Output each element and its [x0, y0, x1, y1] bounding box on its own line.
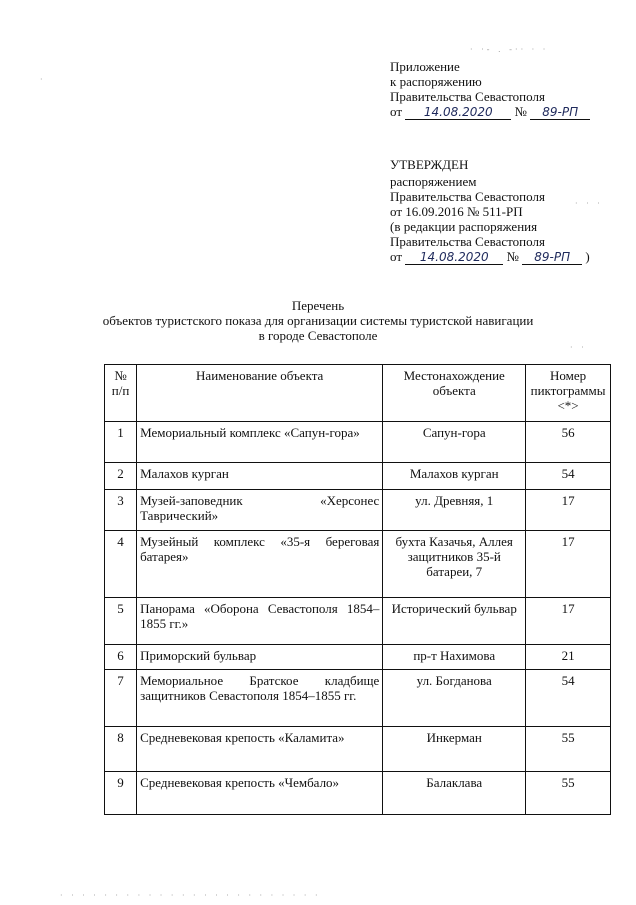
table-row: [105, 645, 611, 670]
appendix-date-prefix: от: [390, 104, 403, 119]
approved-date-prefix: от: [390, 249, 403, 264]
cell-no: 7: [105, 670, 137, 727]
approved-line-4: (в редакции распоряжения: [390, 219, 538, 234]
title-line-2: объектов туристского показа для организации системы туристской навигации: [102, 313, 534, 328]
header-pictogram: Номер пиктограммы <*>: [526, 365, 611, 422]
cell-pictogram: 17: [526, 598, 611, 645]
header-no: № п/п: [105, 365, 137, 422]
approved-heading: УТВЕРЖДЕН: [390, 157, 469, 172]
cell-pictogram: 17: [526, 490, 611, 531]
cell-location: Исторический бульвар: [383, 598, 526, 645]
appendix-block: [390, 59, 590, 120]
appendix-number-handwritten: 89-РП: [530, 106, 590, 120]
cell-location: Инкерман: [383, 727, 526, 772]
cell-no: 8: [105, 727, 137, 772]
cell-pictogram: 55: [526, 727, 611, 772]
header-location: Местонахождение объекта: [383, 365, 526, 422]
cell-pictogram: 54: [526, 463, 611, 490]
cell-location: Малахов курган: [383, 463, 526, 490]
appendix-line-1: Приложение: [390, 59, 460, 74]
cell-no: 2: [105, 463, 137, 490]
cell-name: Приморский бульвар: [137, 645, 383, 670]
cell-pictogram: 56: [526, 422, 611, 463]
table-row: [105, 727, 611, 772]
table-row: [105, 598, 611, 645]
approved-date-line: [390, 249, 590, 265]
approved-date-handwritten: 14.08.2020: [405, 251, 503, 265]
table-header-row: [105, 365, 611, 422]
scan-speckle: · ·: [570, 343, 587, 352]
cell-location: Балаклава: [383, 772, 526, 815]
table-row: [105, 670, 611, 727]
scan-speckle: · ·- . -·· · ·: [470, 45, 549, 54]
cell-pictogram: 54: [526, 670, 611, 727]
appendix-date-handwritten: 14.08.2020: [405, 106, 511, 120]
approved-number-handwritten: 89-РП: [522, 251, 582, 265]
appendix-date-line: [390, 104, 590, 120]
scan-speckle: · · · · · · · · · · · · · · · · · · · · · · · ·: [60, 891, 321, 900]
approved-line-3: от 16.09.2016 № 511-РП: [390, 204, 523, 219]
header-name: Наименование объекта: [137, 365, 383, 422]
cell-no: 5: [105, 598, 137, 645]
cell-name: Мемориальный комплекс «Сапун-гора»: [137, 422, 383, 463]
cell-location: пр-т Нахимова: [383, 645, 526, 670]
cell-name: Музейный комплекс «35-я береговая батарея»: [137, 531, 383, 598]
cell-name: Панорама «Оборона Севастополя 1854–1855 гг.»: [137, 598, 383, 645]
cell-name: Средневековая крепость «Чембало»: [137, 772, 383, 815]
scan-speckle: · · ·: [575, 199, 603, 208]
table-row: [105, 463, 611, 490]
cell-no: 6: [105, 645, 137, 670]
cell-name: Мемориальное Братское кладбище защитников Севастополя 1854–1855 гг.: [137, 670, 383, 727]
cell-pictogram: 21: [526, 645, 611, 670]
cell-no: 4: [105, 531, 137, 598]
cell-no: 1: [105, 422, 137, 463]
approved-closing-paren: ): [585, 249, 590, 264]
title-line-1: Перечень: [291, 298, 345, 313]
cell-pictogram: 17: [526, 531, 611, 598]
cell-pictogram: 55: [526, 772, 611, 815]
appendix-line-3: Правительства Севастополя: [390, 89, 545, 104]
title-line-3: в городе Севастополе: [258, 328, 378, 343]
approved-line-1: распоряжением: [390, 174, 477, 189]
cell-location: ул. Богданова: [383, 670, 526, 727]
appendix-number-prefix: №: [514, 104, 527, 119]
table-row: [105, 422, 611, 463]
cell-name: Малахов курган: [137, 463, 383, 490]
approved-line-5: Правительства Севастополя: [390, 234, 545, 249]
cell-name: Музей-заповедник «Херсонес Таврический»: [137, 490, 383, 531]
cell-name: Средневековая крепость «Каламита»: [137, 727, 383, 772]
document-title: [0, 298, 636, 343]
cell-no: 9: [105, 772, 137, 815]
table-row: [105, 490, 611, 531]
approved-line-2: Правительства Севастополя: [390, 189, 545, 204]
appendix-line-2: к распоряжению: [390, 74, 482, 89]
table-row: [105, 772, 611, 815]
cell-location: бухта Казачья, Аллея защитников 35-й батареи, 7: [383, 531, 526, 598]
objects-table: [104, 364, 611, 815]
cell-location: Сапун-гора: [383, 422, 526, 463]
cell-location: ул. Древняя, 1: [383, 490, 526, 531]
approved-number-prefix: №: [506, 249, 519, 264]
scan-speckle: ·: [40, 75, 46, 84]
approved-block: [390, 157, 590, 265]
cell-no: 3: [105, 490, 137, 531]
table-row: [105, 531, 611, 598]
